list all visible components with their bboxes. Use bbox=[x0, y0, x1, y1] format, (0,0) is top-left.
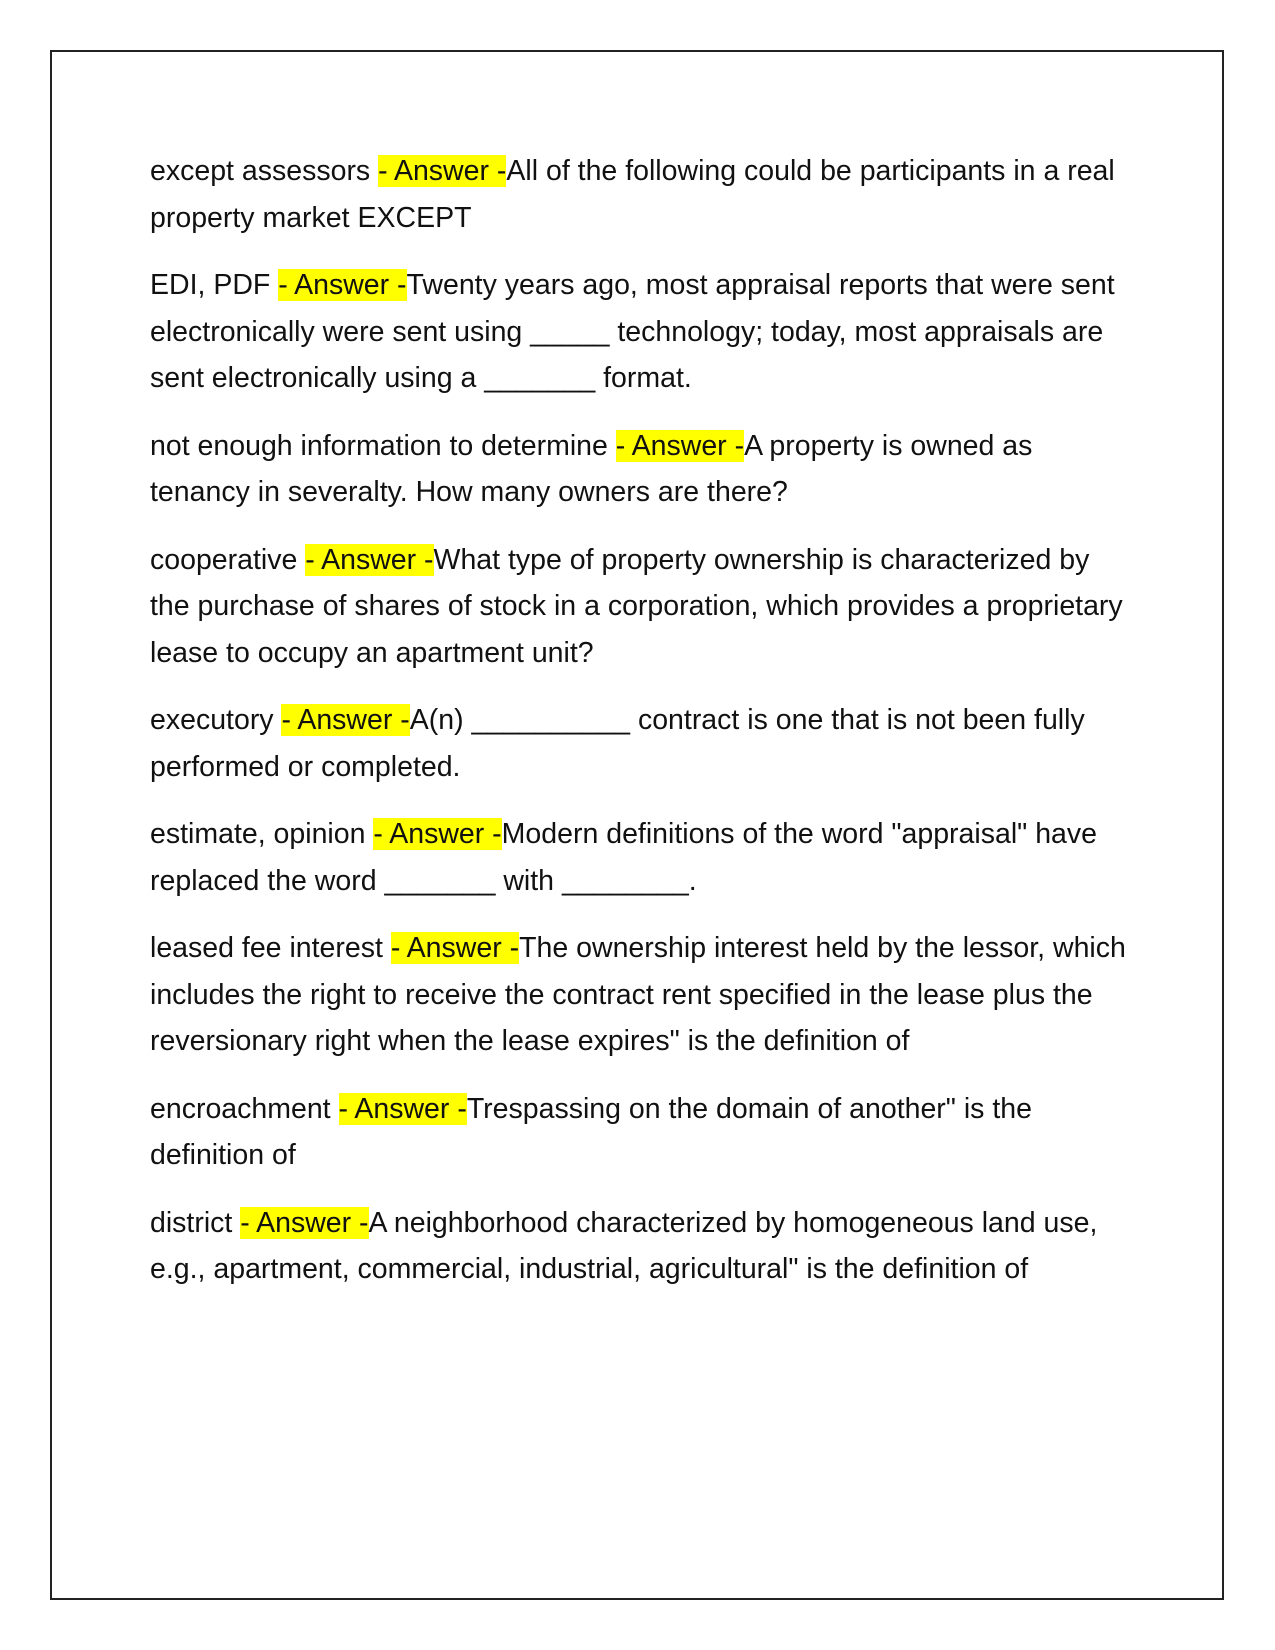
qa-entry bbox=[150, 423, 1135, 516]
question-text: Twenty years ago, most appraisal reports that were sent electronically were sent using _____ technology; today, most appraisals are sent electronically using a _______ format. bbox=[150, 269, 1115, 394]
answer-marker: - Answer - bbox=[305, 543, 434, 576]
qa-entry bbox=[150, 262, 1135, 402]
answer-marker: - Answer - bbox=[338, 1092, 467, 1125]
question-text: The ownership interest held by the lessor, which includes the right to receive the contract rent specified in the lease plus the reversionary right when the lease expires" is the definition of bbox=[150, 932, 1126, 1057]
answer-text: not enough information to determine bbox=[150, 429, 616, 462]
answer-text: EDI, PDF bbox=[150, 269, 279, 301]
question-text: A(n) __________ contract is one that is not been fully performed or completed. bbox=[150, 704, 1085, 783]
qa-entry bbox=[150, 148, 1135, 241]
answer-text: executory bbox=[150, 704, 282, 736]
answer-marker: - Answer - bbox=[390, 932, 520, 964]
qa-entry bbox=[150, 697, 1135, 790]
answer-marker: - Answer - bbox=[278, 269, 407, 301]
answer-text: estimate, opinion bbox=[150, 818, 374, 850]
answer-marker: - Answer - bbox=[378, 155, 507, 187]
question-text: Modern definitions of the word "appraisal" have replaced the word _______ with ________. bbox=[150, 818, 1097, 897]
answer-text: cooperative bbox=[150, 543, 306, 576]
question-text: All of the following could be participants in a real property market EXCEPT bbox=[150, 155, 1115, 234]
qa-entry bbox=[150, 811, 1135, 904]
answer-marker: - Answer - bbox=[373, 818, 502, 850]
answer-text: district bbox=[150, 1206, 241, 1239]
qa-entry bbox=[150, 925, 1135, 1065]
answer-text: leased fee interest bbox=[150, 932, 391, 964]
qa-entry bbox=[150, 1086, 1135, 1179]
qa-entry bbox=[150, 1200, 1135, 1293]
qa-entry bbox=[150, 537, 1135, 677]
answer-text: except assessors bbox=[150, 155, 379, 187]
question-text: What type of property ownership is characterized by the purchase of shares of stock in a corporation, which provides a proprietary lease to occupy an apartment unit? bbox=[150, 543, 1123, 669]
question-text: Trespassing on the domain of another" is the definition of bbox=[150, 1092, 1032, 1171]
question-text: A property is owned as tenancy in severalty. How many owners are there? bbox=[150, 429, 1033, 508]
answer-text: encroachment bbox=[150, 1092, 339, 1125]
answer-marker: - Answer - bbox=[615, 429, 745, 462]
answer-marker: - Answer - bbox=[240, 1206, 369, 1239]
qa-list bbox=[150, 148, 1135, 1314]
question-text: A neighborhood characterized by homogeneous land use, e.g., apartment, commercial, industrial, agricultural" is the definition of bbox=[150, 1206, 1098, 1285]
answer-marker: - Answer - bbox=[281, 704, 410, 736]
